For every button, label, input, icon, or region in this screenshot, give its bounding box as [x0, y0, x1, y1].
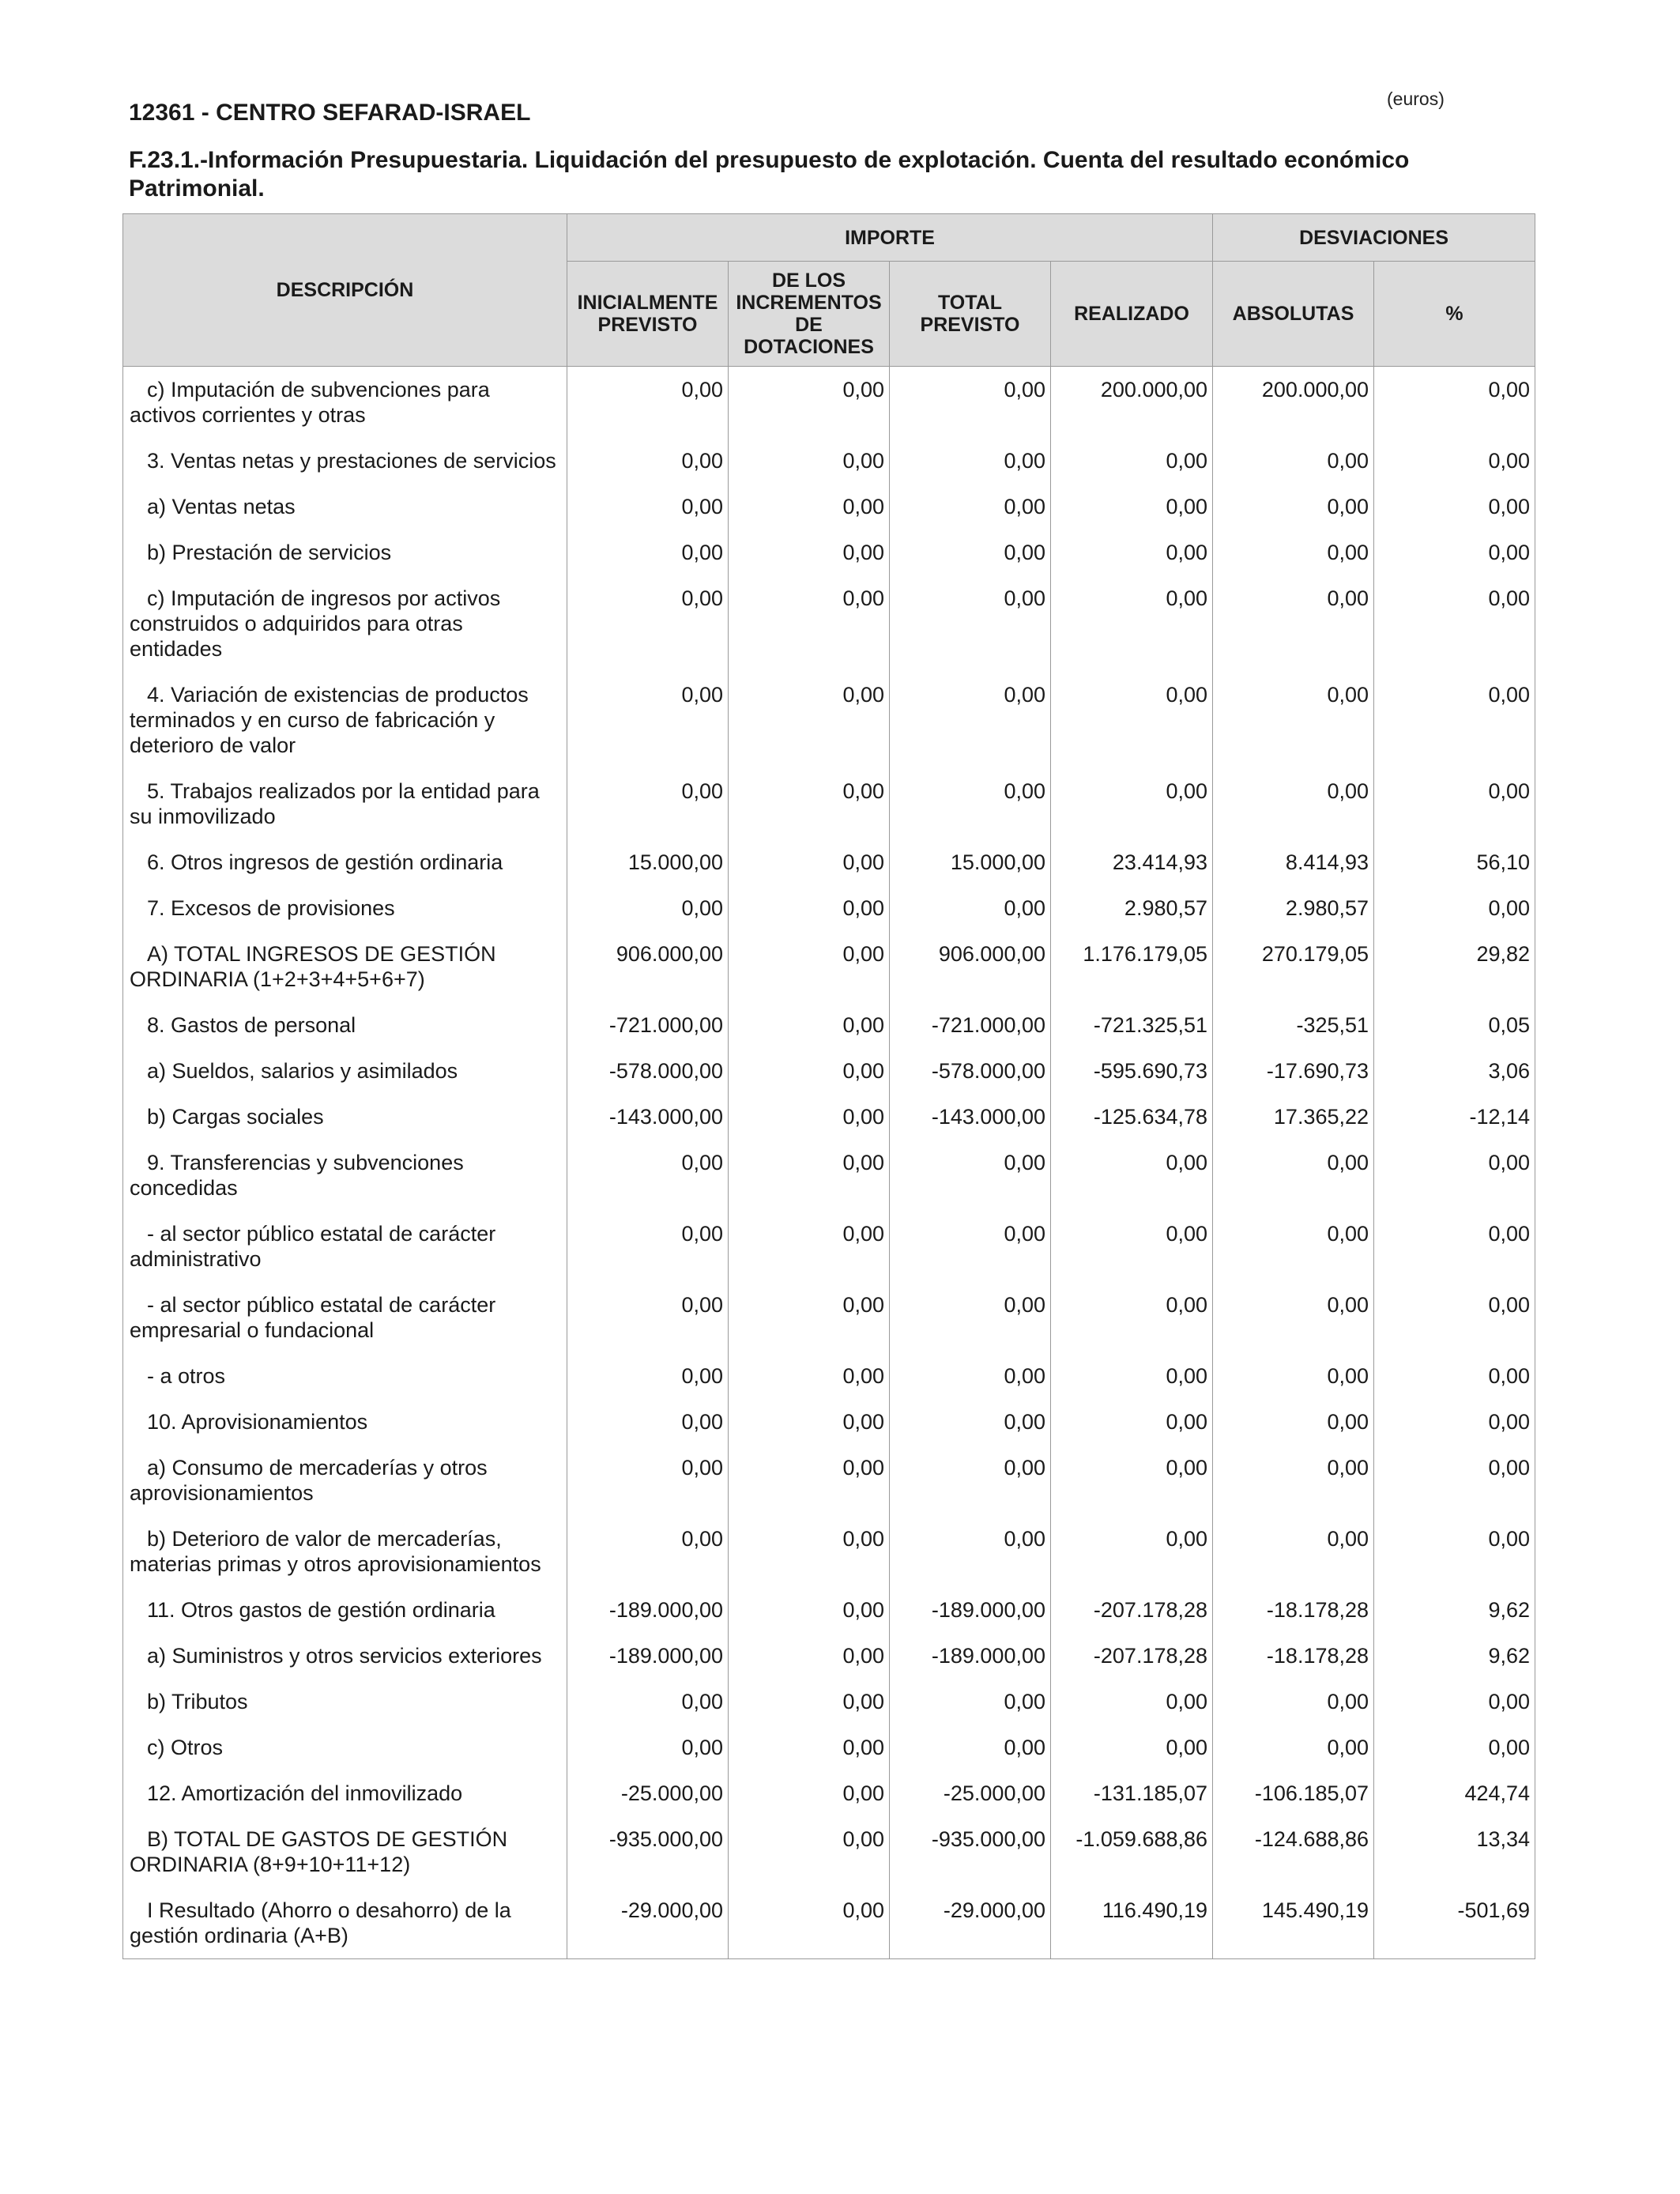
- cell-absolutas: -106.185,07: [1213, 1770, 1374, 1816]
- entity-heading: 12361 - CENTRO SEFARAD-ISRAEL: [129, 100, 531, 126]
- cell-realizado: 0,00: [1051, 1282, 1213, 1353]
- row-description-text: b) Prestación de servicios: [147, 541, 392, 564]
- row-description: [123, 575, 567, 672]
- col-header-realizado: REALIZADO: [1051, 262, 1213, 367]
- cell-total-previsto: 0,00: [890, 575, 1051, 672]
- table-row: [123, 575, 1535, 672]
- row-description: [123, 1587, 567, 1633]
- cell-percent: 0,00: [1374, 1445, 1535, 1516]
- cell-realizado: 0,00: [1051, 530, 1213, 575]
- table-row: [123, 1516, 1535, 1587]
- cell-absolutas: -325,51: [1213, 1002, 1374, 1048]
- cell-absolutas: 17.365,22: [1213, 1094, 1374, 1140]
- row-description: [123, 1094, 567, 1140]
- row-description: [123, 1770, 567, 1816]
- cell-absolutas: 0,00: [1213, 1445, 1374, 1516]
- row-description-text: b) Deterioro de valor de mercaderías, materias primas y otros aprovisionamientos: [130, 1527, 541, 1576]
- table-row: [123, 1725, 1535, 1770]
- row-description-text: 10. Aprovisionamientos: [147, 1410, 368, 1434]
- cell-absolutas: 0,00: [1213, 1353, 1374, 1399]
- row-description-text: 11. Otros gastos de gestión ordinaria: [147, 1598, 495, 1622]
- cell-percent: 0,00: [1374, 1353, 1535, 1399]
- cell-inicialmente-previsto: 0,00: [567, 484, 729, 530]
- row-description-text: a) Ventas netas: [147, 495, 296, 518]
- cell-total-previsto: 15.000,00: [890, 839, 1051, 885]
- col-header-absolutas: ABSOLUTAS: [1213, 262, 1374, 367]
- cell-incrementos: 0,00: [729, 1679, 890, 1725]
- row-description-text: 6. Otros ingresos de gestión ordinaria: [147, 850, 503, 874]
- cell-total-previsto: -721.000,00: [890, 1002, 1051, 1048]
- cell-total-previsto: 0,00: [890, 1282, 1051, 1353]
- cell-realizado: 0,00: [1051, 1725, 1213, 1770]
- cell-total-previsto: 0,00: [890, 672, 1051, 768]
- table-row: [123, 1002, 1535, 1048]
- cell-realizado: 1.176.179,05: [1051, 931, 1213, 1002]
- cell-percent: 0,00: [1374, 1282, 1535, 1353]
- table-row: [123, 438, 1535, 484]
- cell-percent: -501,69: [1374, 1887, 1535, 1959]
- row-description-text: 5. Trabajos realizados por la entidad para su inmovilizado: [130, 779, 540, 828]
- cell-incrementos: 0,00: [729, 1048, 890, 1094]
- row-description-text: 7. Excesos de provisiones: [147, 896, 395, 920]
- cell-absolutas: -124.688,86: [1213, 1816, 1374, 1887]
- cell-total-previsto: 0,00: [890, 768, 1051, 839]
- table-row: [123, 672, 1535, 768]
- cell-percent: 0,05: [1374, 1002, 1535, 1048]
- cell-realizado: 0,00: [1051, 575, 1213, 672]
- table-row: [123, 839, 1535, 885]
- cell-absolutas: 0,00: [1213, 438, 1374, 484]
- table-row: [123, 530, 1535, 575]
- table-row: [123, 367, 1535, 439]
- row-description: [123, 530, 567, 575]
- row-description-text: a) Consumo de mercaderías y otros aprovisionamientos: [130, 1456, 488, 1505]
- col-header-description: DESCRIPCIÓN: [123, 214, 567, 367]
- table-row: [123, 1094, 1535, 1140]
- cell-absolutas: 8.414,93: [1213, 839, 1374, 885]
- cell-absolutas: 0,00: [1213, 672, 1374, 768]
- cell-percent: 9,62: [1374, 1633, 1535, 1679]
- cell-incrementos: 0,00: [729, 1094, 890, 1140]
- cell-inicialmente-previsto: -143.000,00: [567, 1094, 729, 1140]
- table-row: [123, 1353, 1535, 1399]
- cell-percent: -12,14: [1374, 1094, 1535, 1140]
- cell-percent: 3,06: [1374, 1048, 1535, 1094]
- cell-absolutas: -18.178,28: [1213, 1587, 1374, 1633]
- cell-realizado: -207.178,28: [1051, 1633, 1213, 1679]
- cell-absolutas: 145.490,19: [1213, 1887, 1374, 1959]
- row-description-text: c) Imputación de subvenciones para activos corrientes y otras: [130, 378, 490, 427]
- cell-incrementos: 0,00: [729, 530, 890, 575]
- cell-inicialmente-previsto: 15.000,00: [567, 839, 729, 885]
- cell-percent: 29,82: [1374, 931, 1535, 1002]
- row-description: [123, 367, 567, 439]
- cell-total-previsto: -935.000,00: [890, 1816, 1051, 1887]
- cell-absolutas: 200.000,00: [1213, 367, 1374, 439]
- table-row: [123, 1770, 1535, 1816]
- page-title: F.23.1.-Información Presupuestaria. Liquidación del presupuesto de explotación. Cuenta del resultado económico Patrimonial.: [129, 147, 1410, 202]
- cell-realizado: -131.185,07: [1051, 1770, 1213, 1816]
- cell-incrementos: 0,00: [729, 1725, 890, 1770]
- cell-realizado: 0,00: [1051, 1353, 1213, 1399]
- cell-percent: 9,62: [1374, 1587, 1535, 1633]
- row-description: [123, 1211, 567, 1282]
- row-description-text: A) TOTAL INGRESOS DE GESTIÓN ORDINARIA (1+2+3+4+5+6+7): [130, 942, 496, 991]
- cell-total-previsto: -189.000,00: [890, 1633, 1051, 1679]
- table-row: [123, 1816, 1535, 1887]
- cell-inicialmente-previsto: -578.000,00: [567, 1048, 729, 1094]
- cell-percent: 13,34: [1374, 1816, 1535, 1887]
- cell-percent: 0,00: [1374, 438, 1535, 484]
- cell-incrementos: 0,00: [729, 367, 890, 439]
- row-description-text: b) Cargas sociales: [147, 1105, 324, 1129]
- table-row: [123, 1887, 1535, 1959]
- table-row: [123, 1445, 1535, 1516]
- row-description: [123, 1887, 567, 1959]
- cell-absolutas: 0,00: [1213, 1725, 1374, 1770]
- cell-absolutas: 0,00: [1213, 484, 1374, 530]
- group-header-desviaciones: DESVIACIONES: [1213, 214, 1535, 262]
- cell-total-previsto: 0,00: [890, 438, 1051, 484]
- cell-realizado: 0,00: [1051, 484, 1213, 530]
- cell-incrementos: 0,00: [729, 1887, 890, 1959]
- table-row: [123, 768, 1535, 839]
- cell-incrementos: 0,00: [729, 1211, 890, 1282]
- cell-total-previsto: -578.000,00: [890, 1048, 1051, 1094]
- cell-percent: 0,00: [1374, 885, 1535, 931]
- cell-percent: 0,00: [1374, 575, 1535, 672]
- col-header-total-previsto: TOTAL PREVISTO: [890, 262, 1051, 367]
- row-description: [123, 1002, 567, 1048]
- row-description: [123, 672, 567, 768]
- cell-incrementos: 0,00: [729, 1282, 890, 1353]
- cell-absolutas: 0,00: [1213, 1516, 1374, 1587]
- row-description: [123, 768, 567, 839]
- cell-absolutas: 0,00: [1213, 768, 1374, 839]
- cell-inicialmente-previsto: 0,00: [567, 1282, 729, 1353]
- table-row: [123, 484, 1535, 530]
- cell-percent: 56,10: [1374, 839, 1535, 885]
- cell-absolutas: 0,00: [1213, 1282, 1374, 1353]
- cell-total-previsto: 0,00: [890, 1140, 1051, 1211]
- row-description-text: - al sector público estatal de carácter administrativo: [130, 1222, 496, 1271]
- cell-inicialmente-previsto: -189.000,00: [567, 1587, 729, 1633]
- cell-incrementos: 0,00: [729, 1353, 890, 1399]
- row-description: [123, 1633, 567, 1679]
- cell-percent: 424,74: [1374, 1770, 1535, 1816]
- cell-realizado: 0,00: [1051, 672, 1213, 768]
- cell-incrementos: 0,00: [729, 885, 890, 931]
- col-header-incrementos: DE LOS INCREMENTOS DE DOTACIONES: [729, 262, 890, 367]
- cell-percent: 0,00: [1374, 1516, 1535, 1587]
- cell-realizado: -125.634,78: [1051, 1094, 1213, 1140]
- cell-total-previsto: 0,00: [890, 1445, 1051, 1516]
- cell-percent: 0,00: [1374, 1211, 1535, 1282]
- cell-incrementos: 0,00: [729, 1399, 890, 1445]
- cell-absolutas: 0,00: [1213, 530, 1374, 575]
- col-header-percent: %: [1374, 262, 1535, 367]
- row-description-text: - a otros: [147, 1364, 226, 1388]
- cell-incrementos: 0,00: [729, 1140, 890, 1211]
- cell-realizado: 0,00: [1051, 1399, 1213, 1445]
- cell-inicialmente-previsto: -189.000,00: [567, 1633, 729, 1679]
- table-row: [123, 1633, 1535, 1679]
- table-row: [123, 931, 1535, 1002]
- cell-inicialmente-previsto: -721.000,00: [567, 1002, 729, 1048]
- cell-total-previsto: 0,00: [890, 484, 1051, 530]
- cell-inicialmente-previsto: 0,00: [567, 575, 729, 672]
- row-description: [123, 438, 567, 484]
- cell-realizado: -721.325,51: [1051, 1002, 1213, 1048]
- cell-total-previsto: 0,00: [890, 1679, 1051, 1725]
- row-description-text: 8. Gastos de personal: [147, 1013, 356, 1037]
- cell-total-previsto: -189.000,00: [890, 1587, 1051, 1633]
- cell-absolutas: 0,00: [1213, 575, 1374, 672]
- cell-total-previsto: 0,00: [890, 1211, 1051, 1282]
- cell-realizado: -595.690,73: [1051, 1048, 1213, 1094]
- cell-inicialmente-previsto: 0,00: [567, 1679, 729, 1725]
- row-description-text: 4. Variación de existencias de productos terminados y en curso de fabricación y deterioro de valor: [130, 683, 529, 757]
- table-row: [123, 1140, 1535, 1211]
- cell-realizado: -1.059.688,86: [1051, 1816, 1213, 1887]
- row-description: [123, 1816, 567, 1887]
- row-description-text: c) Otros: [147, 1736, 224, 1759]
- cell-absolutas: 0,00: [1213, 1399, 1374, 1445]
- row-description-text: B) TOTAL DE GASTOS DE GESTIÓN ORDINARIA (8+9+10+11+12): [130, 1827, 508, 1876]
- cell-inicialmente-previsto: 0,00: [567, 1516, 729, 1587]
- cell-percent: 0,00: [1374, 1140, 1535, 1211]
- cell-realizado: -207.178,28: [1051, 1587, 1213, 1633]
- cell-realizado: 23.414,93: [1051, 839, 1213, 885]
- row-description: [123, 1679, 567, 1725]
- cell-incrementos: 0,00: [729, 931, 890, 1002]
- table-row: [123, 885, 1535, 931]
- table-row: [123, 1399, 1535, 1445]
- cell-realizado: 0,00: [1051, 1679, 1213, 1725]
- row-description: [123, 1725, 567, 1770]
- row-description-text: - al sector público estatal de carácter empresarial o fundacional: [130, 1293, 496, 1342]
- cell-total-previsto: 0,00: [890, 367, 1051, 439]
- cell-inicialmente-previsto: 0,00: [567, 367, 729, 439]
- cell-incrementos: 0,00: [729, 1002, 890, 1048]
- cell-percent: 0,00: [1374, 367, 1535, 439]
- group-header-importe: IMPORTE: [567, 214, 1213, 262]
- cell-inicialmente-previsto: 0,00: [567, 672, 729, 768]
- cell-percent: 0,00: [1374, 1399, 1535, 1445]
- cell-realizado: 200.000,00: [1051, 367, 1213, 439]
- cell-total-previsto: 906.000,00: [890, 931, 1051, 1002]
- row-description-text: 12. Amortización del inmovilizado: [147, 1781, 463, 1805]
- cell-inicialmente-previsto: 0,00: [567, 1399, 729, 1445]
- cell-inicialmente-previsto: -935.000,00: [567, 1816, 729, 1887]
- cell-inicialmente-previsto: 0,00: [567, 1211, 729, 1282]
- cell-realizado: 116.490,19: [1051, 1887, 1213, 1959]
- cell-total-previsto: -29.000,00: [890, 1887, 1051, 1959]
- cell-realizado: 0,00: [1051, 1140, 1213, 1211]
- cell-absolutas: 0,00: [1213, 1679, 1374, 1725]
- cell-total-previsto: -143.000,00: [890, 1094, 1051, 1140]
- cell-inicialmente-previsto: 0,00: [567, 1353, 729, 1399]
- cell-inicialmente-previsto: 0,00: [567, 768, 729, 839]
- cell-total-previsto: 0,00: [890, 885, 1051, 931]
- cell-absolutas: 270.179,05: [1213, 931, 1374, 1002]
- row-description: [123, 1353, 567, 1399]
- cell-realizado: 0,00: [1051, 768, 1213, 839]
- table-row: [123, 1679, 1535, 1725]
- cell-incrementos: 0,00: [729, 839, 890, 885]
- row-description: [123, 839, 567, 885]
- row-description-text: 3. Ventas netas y prestaciones de servicios: [147, 449, 556, 473]
- row-description: [123, 1445, 567, 1516]
- cell-total-previsto: 0,00: [890, 530, 1051, 575]
- cell-absolutas: -18.178,28: [1213, 1633, 1374, 1679]
- col-header-inicialmente-previsto: INICIALMENTE PREVISTO: [567, 262, 729, 367]
- row-description: [123, 885, 567, 931]
- table-row: [123, 1048, 1535, 1094]
- cell-percent: 0,00: [1374, 530, 1535, 575]
- cell-inicialmente-previsto: 0,00: [567, 438, 729, 484]
- row-description-text: a) Suministros y otros servicios exteriores: [147, 1644, 542, 1668]
- cell-incrementos: 0,00: [729, 1445, 890, 1516]
- cell-inicialmente-previsto: 906.000,00: [567, 931, 729, 1002]
- cell-absolutas: 0,00: [1213, 1211, 1374, 1282]
- cell-inicialmente-previsto: 0,00: [567, 1725, 729, 1770]
- cell-total-previsto: 0,00: [890, 1516, 1051, 1587]
- cell-percent: 0,00: [1374, 672, 1535, 768]
- row-description: [123, 1048, 567, 1094]
- units-label: (euros): [1387, 89, 1445, 109]
- cell-incrementos: 0,00: [729, 438, 890, 484]
- cell-percent: 0,00: [1374, 1679, 1535, 1725]
- table-row: [123, 1587, 1535, 1633]
- cell-percent: 0,00: [1374, 484, 1535, 530]
- row-description: [123, 1282, 567, 1353]
- row-description: [123, 1140, 567, 1211]
- row-description-text: 9. Transferencias y subvenciones concedidas: [130, 1151, 464, 1200]
- cell-inicialmente-previsto: 0,00: [567, 885, 729, 931]
- cell-inicialmente-previsto: 0,00: [567, 1445, 729, 1516]
- cell-percent: 0,00: [1374, 1725, 1535, 1770]
- cell-inicialmente-previsto: 0,00: [567, 530, 729, 575]
- cell-absolutas: 0,00: [1213, 1140, 1374, 1211]
- cell-incrementos: 0,00: [729, 1587, 890, 1633]
- row-description: [123, 1516, 567, 1587]
- cell-incrementos: 0,00: [729, 575, 890, 672]
- cell-percent: 0,00: [1374, 768, 1535, 839]
- cell-incrementos: 0,00: [729, 1816, 890, 1887]
- cell-realizado: 0,00: [1051, 1516, 1213, 1587]
- cell-realizado: 0,00: [1051, 438, 1213, 484]
- cell-absolutas: 2.980,57: [1213, 885, 1374, 931]
- table-body: [123, 367, 1535, 1959]
- table-row: [123, 1282, 1535, 1353]
- row-description-text: c) Imputación de ingresos por activos construidos o adquiridos para otras entidades: [130, 586, 501, 661]
- budget-table: [122, 213, 1535, 1959]
- cell-inicialmente-previsto: -25.000,00: [567, 1770, 729, 1816]
- cell-incrementos: 0,00: [729, 768, 890, 839]
- cell-realizado: 0,00: [1051, 1211, 1213, 1282]
- cell-inicialmente-previsto: 0,00: [567, 1140, 729, 1211]
- cell-total-previsto: 0,00: [890, 1725, 1051, 1770]
- cell-incrementos: 0,00: [729, 672, 890, 768]
- cell-incrementos: 0,00: [729, 1633, 890, 1679]
- row-description-text: I Resultado (Ahorro o desahorro) de la gestión ordinaria (A+B): [130, 1898, 511, 1947]
- row-description-text: a) Sueldos, salarios y asimilados: [147, 1059, 458, 1083]
- cell-total-previsto: 0,00: [890, 1399, 1051, 1445]
- cell-realizado: 2.980,57: [1051, 885, 1213, 931]
- cell-total-previsto: -25.000,00: [890, 1770, 1051, 1816]
- cell-incrementos: 0,00: [729, 1770, 890, 1816]
- cell-realizado: 0,00: [1051, 1445, 1213, 1516]
- row-description: [123, 931, 567, 1002]
- cell-inicialmente-previsto: -29.000,00: [567, 1887, 729, 1959]
- row-description: [123, 484, 567, 530]
- cell-total-previsto: 0,00: [890, 1353, 1051, 1399]
- cell-incrementos: 0,00: [729, 484, 890, 530]
- cell-absolutas: -17.690,73: [1213, 1048, 1374, 1094]
- row-description-text: b) Tributos: [147, 1690, 248, 1713]
- table-row: [123, 1211, 1535, 1282]
- cell-incrementos: 0,00: [729, 1516, 890, 1587]
- row-description: [123, 1399, 567, 1445]
